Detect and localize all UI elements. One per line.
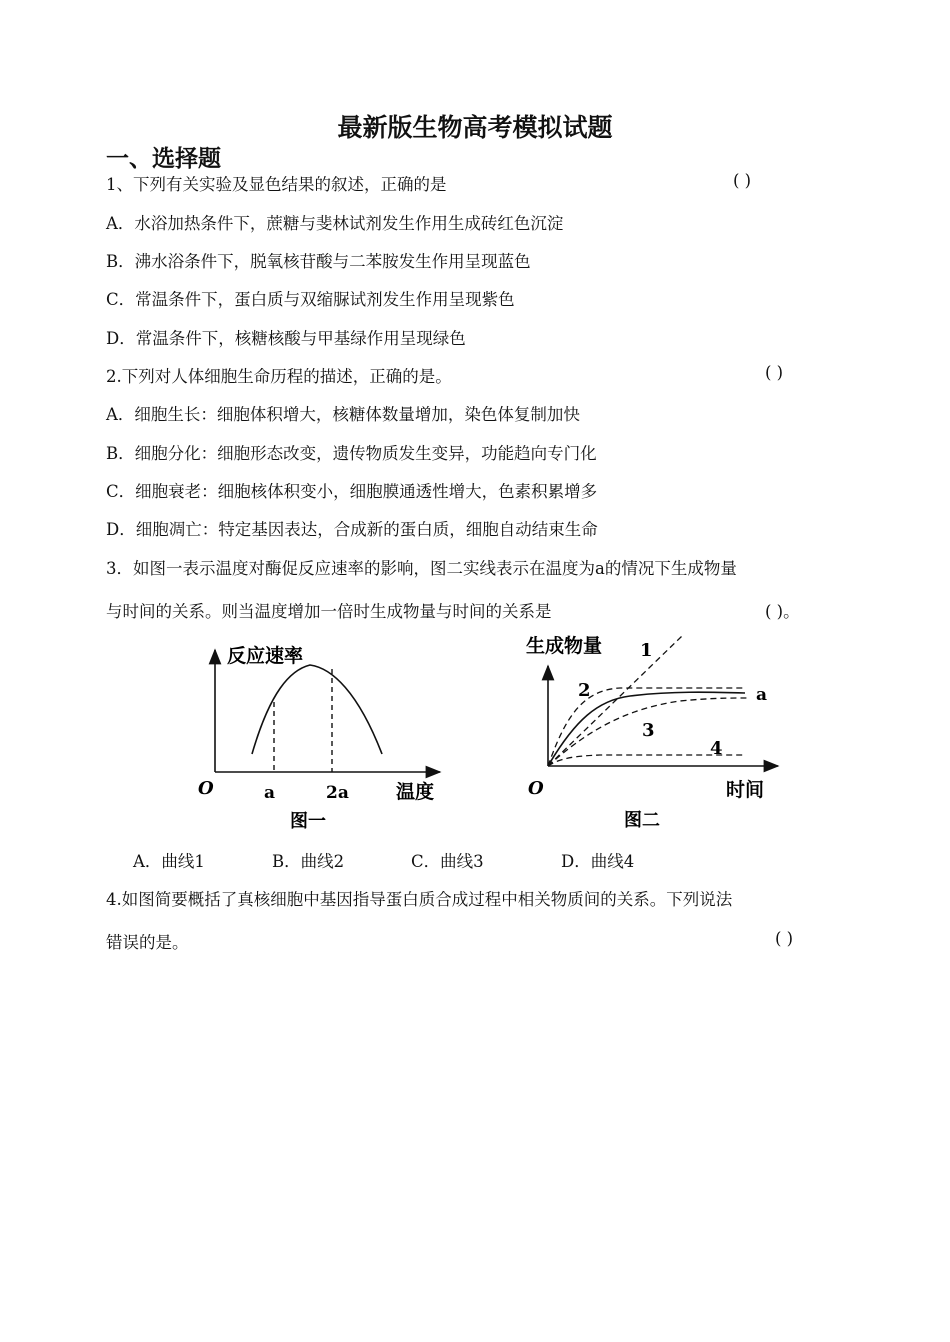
figure-1-x-label: 温度	[396, 781, 435, 803]
question-1-option-c: C．常温条件下，蛋白质与双缩脲试剂发生作用呈现紫色	[106, 290, 515, 309]
page-title: 最新版生物高考模拟试题	[337, 113, 613, 142]
figure-1-caption: 图一	[290, 811, 326, 832]
question-3-option-d: D．曲线4	[561, 852, 635, 871]
question-1-option-b: B．沸水浴条件下，脱氧核苷酸与二苯胺发生作用呈现蓝色	[106, 252, 531, 271]
question-1-stem: 1、下列有关实验及显色结果的叙述，正确的是	[106, 175, 447, 194]
figure-2-label-2: 2	[578, 680, 591, 701]
question-3-stem-line-1: 3．如图一表示温度对酶促反应速率的影响，图二实线表示在温度为a的情况下生成物量	[106, 559, 737, 578]
figure-1-tick-2a: 2a	[326, 783, 349, 803]
question-1-answer-bracket: ( )	[733, 171, 752, 190]
question-2-option-d: D．细胞凋亡：特定基因表达，合成新的蛋白质，细胞自动结束生命	[106, 520, 598, 539]
figure-1-enzyme-rate-vs-temperature	[190, 632, 460, 837]
figure-2-caption: 图二	[624, 810, 660, 831]
question-2-option-b: B．细胞分化：细胞形态改变，遗传物质发生变异，功能趋向专门化	[106, 444, 597, 463]
question-1-option-a: A．水浴加热条件下，蔗糖与斐林试剂发生作用生成砖红色沉淀	[106, 214, 564, 233]
question-3-option-a: A．曲线1	[133, 852, 205, 871]
figure-2-label-a: a	[756, 685, 768, 705]
figure-2-x-label: 时间	[726, 779, 765, 801]
question-3-stem-line-2: 与时间的关系。则当温度增加一倍时生成物量与时间的关系是	[106, 602, 552, 621]
figure-2-origin: O	[528, 778, 544, 799]
figure-2-y-label: 生成物量	[526, 635, 603, 657]
question-2-option-a: A．细胞生长：细胞体积增大，核糖体数量增加，染色体复制加快	[106, 405, 580, 424]
question-3-answer-bracket: ( )。	[765, 602, 800, 621]
question-4-stem-line-1: 4.如图简要概括了真核细胞中基因指导蛋白质合成过程中相关物质间的关系。下列说法	[106, 890, 733, 909]
figure-2-label-4: 4	[710, 738, 723, 759]
question-3-option-c: C．曲线3	[411, 852, 484, 871]
figure-2-product-vs-time	[520, 628, 790, 837]
figure-1-origin: O	[198, 778, 214, 799]
figure-2-label-3: 3	[642, 720, 655, 741]
figure-1-bell-curve	[252, 665, 382, 754]
question-4-answer-bracket: ( )	[775, 929, 794, 948]
question-2-answer-bracket: ( )	[765, 363, 784, 382]
question-1-option-d: D．常温条件下，核糖核酸与甲基绿作用呈现绿色	[106, 329, 466, 348]
question-4-stem-line-2: 错误的是。	[106, 933, 189, 952]
figure-1-tick-a: a	[264, 783, 276, 803]
question-2-stem: 2.下列对人体细胞生命历程的描述，正确的是。	[106, 367, 452, 386]
question-3-option-b: B．曲线2	[272, 852, 345, 871]
section-heading: 一、选择题	[106, 146, 221, 172]
figure-1-y-label: 反应速率	[227, 645, 304, 667]
question-2-option-c: C．细胞衰老：细胞核体积变小，细胞膜通透性增大，色素积累增多	[106, 482, 598, 501]
figure-2-label-1: 1	[640, 640, 653, 661]
